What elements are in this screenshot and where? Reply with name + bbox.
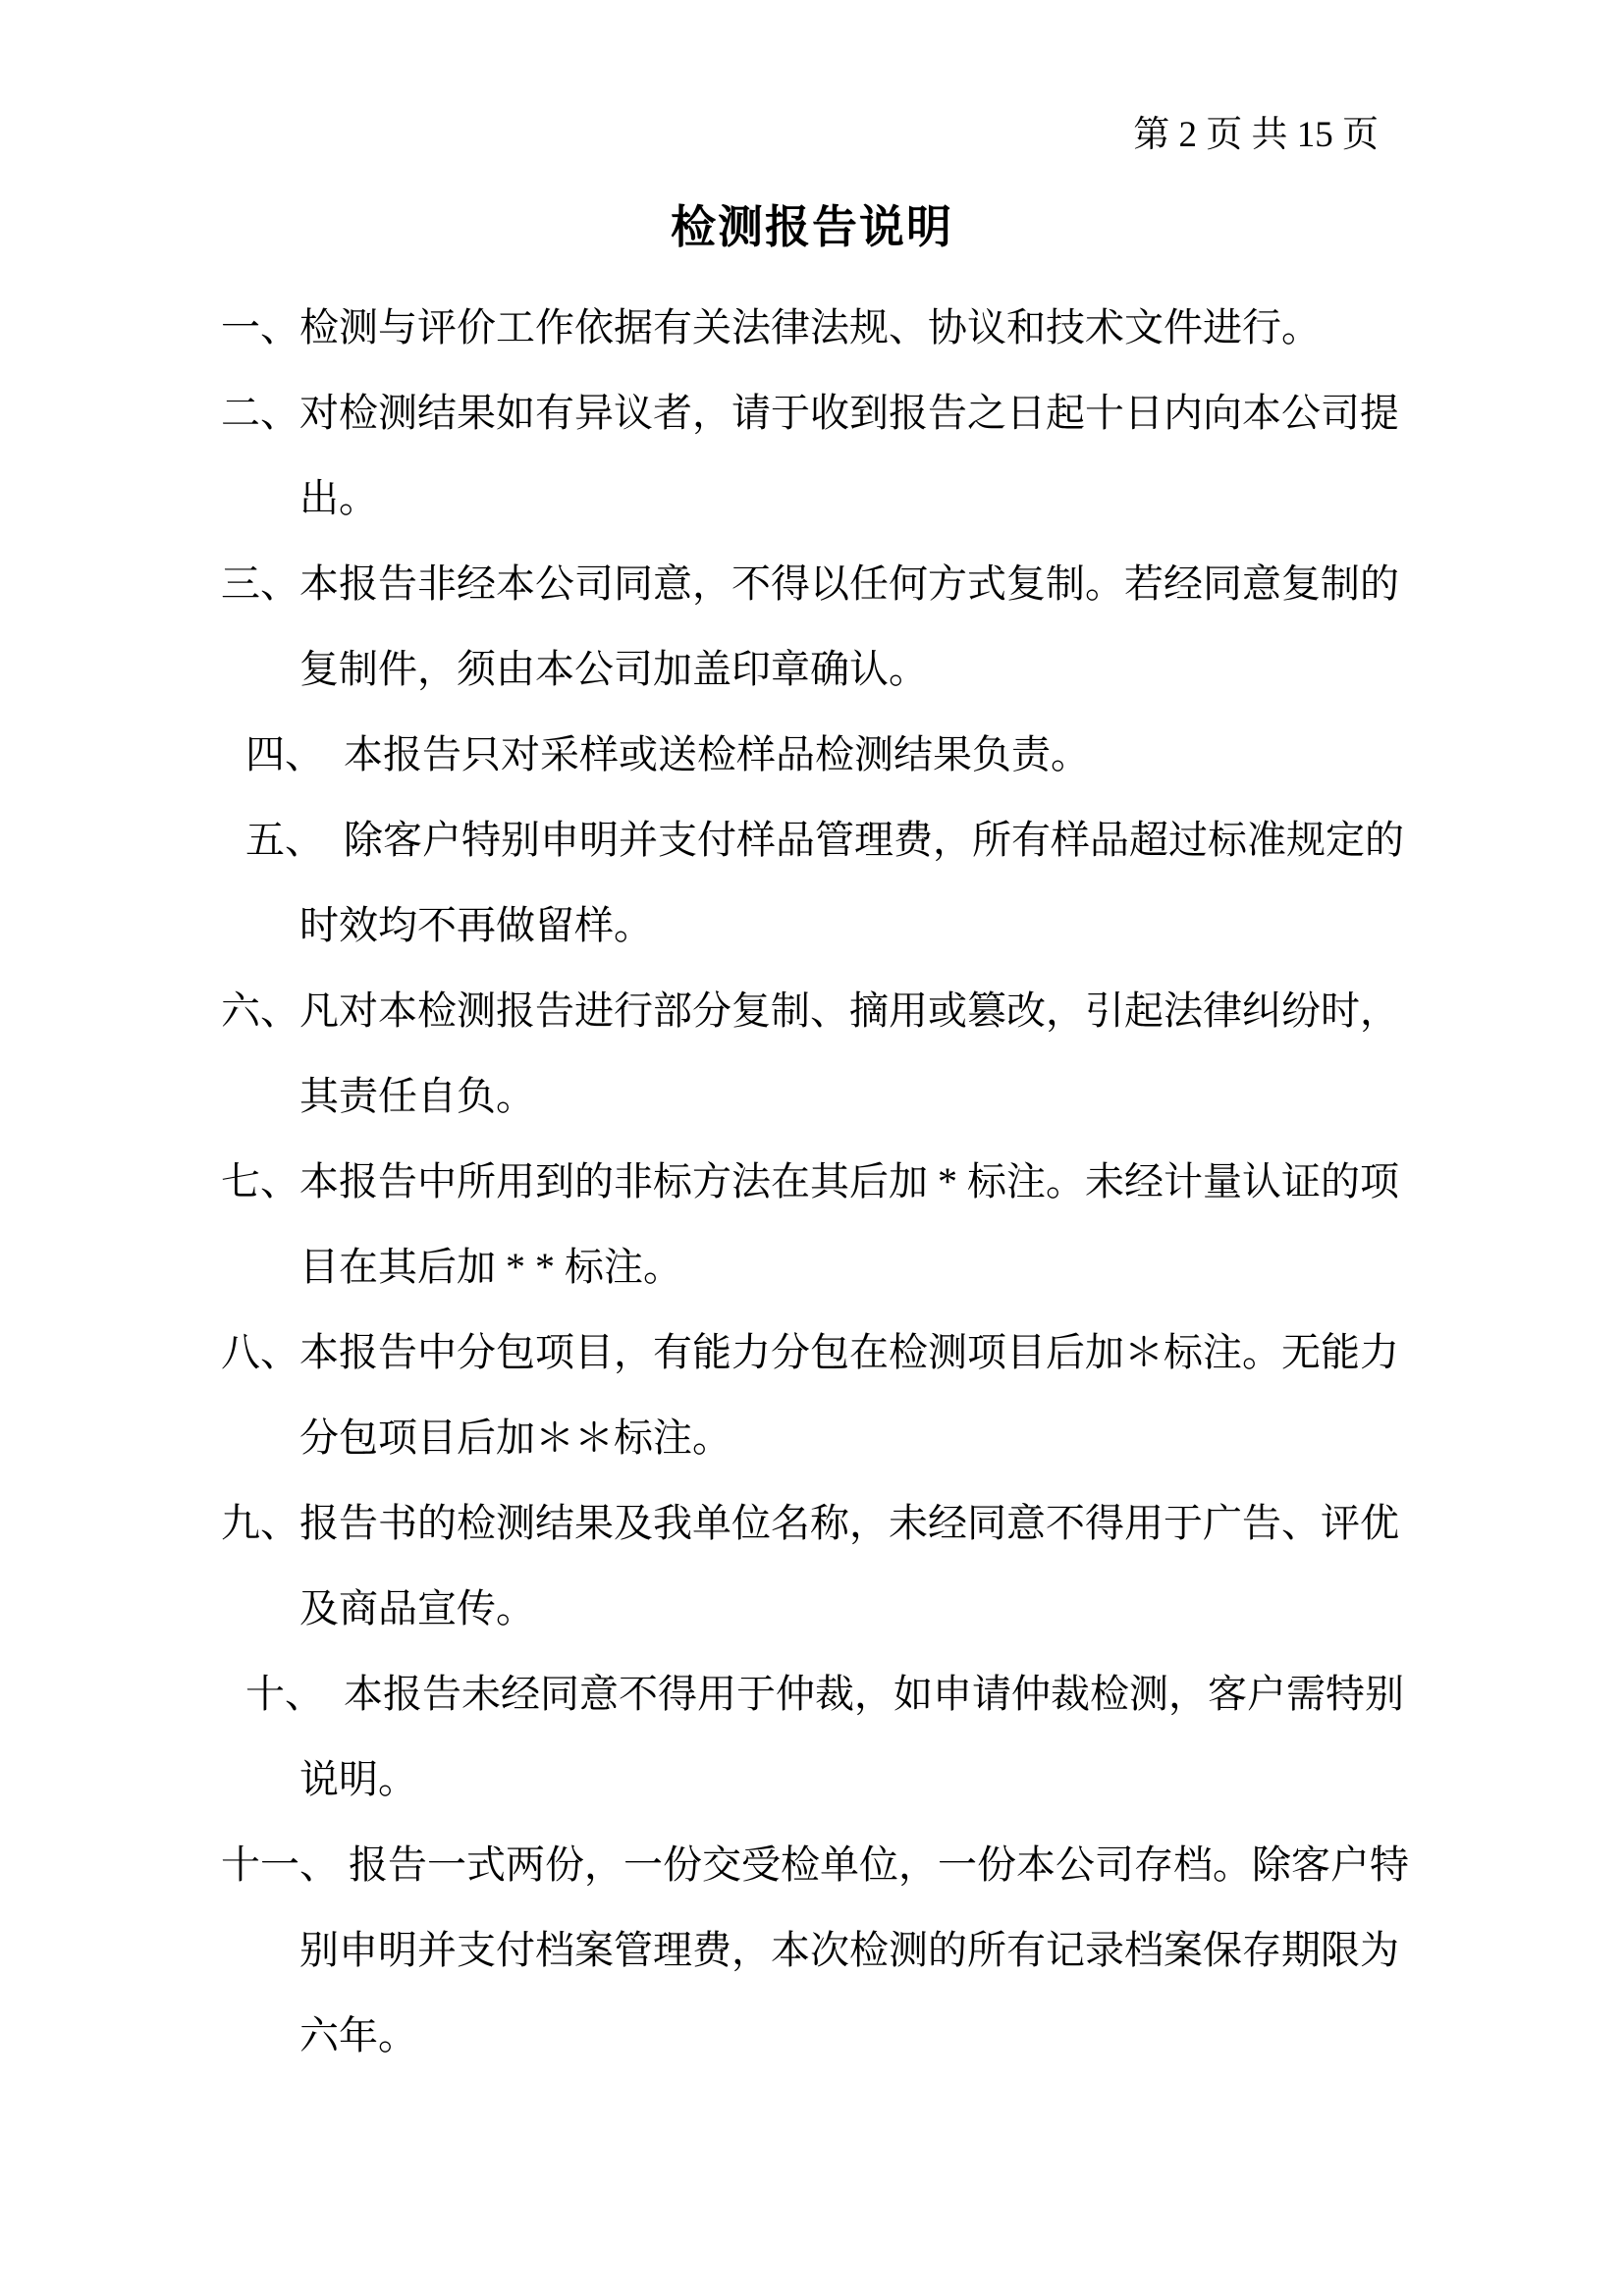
note-line: 三、本报告非经本公司同意，不得以任何方式复制。若经同意复制的	[221, 561, 1399, 606]
note-line: 二、对检测结果如有异议者，请于收到报告之日起十日内向本公司提	[221, 391, 1399, 435]
note-line: 六年。	[299, 2013, 417, 2057]
note-line: 别申明并支付档案管理费，本次检测的所有记录档案保存期限为	[299, 1928, 1399, 1972]
note-line: 十、 本报告未经同意不得用于仲裁，如申请仲裁检测，客户需特别	[245, 1672, 1404, 1716]
note-line: 六、凡对本检测报告进行部分复制、摘用或篡改，引起法律纠纷时，	[221, 988, 1399, 1033]
note-line: 九、报告书的检测结果及我单位名称，未经同意不得用于广告、评优	[221, 1501, 1399, 1545]
note-line: 十一、 报告一式两份，一份交受检单位，一份本公司存档。除客户特	[221, 1842, 1409, 1887]
page-number: 第 2 页 共 15 页	[1133, 115, 1379, 155]
note-line: 一、检测与评价工作依据有关法律法规、协议和技术文件进行。	[221, 305, 1321, 349]
report-notes	[0, 282, 1624, 2075]
note-line: 五、 除客户特别申明并支付样品管理费，所有样品超过标准规定的	[245, 818, 1404, 862]
note-line: 其责任自负。	[299, 1074, 535, 1118]
note-line: 分包项目后加＊＊标注。	[299, 1415, 731, 1460]
note-line: 复制件，须由本公司加盖印章确认。	[299, 647, 928, 691]
note-line: 及商品宣传。	[299, 1586, 535, 1630]
note-line: 说明。	[299, 1757, 417, 1801]
note-line: 七、本报告中所用到的非标方法在其后加 * 标注。未经计量认证的项	[221, 1159, 1399, 1203]
note-line: 四、 本报告只对采样或送检样品检测结果负责。	[245, 732, 1090, 776]
note-line: 时效均不再做留样。	[299, 903, 653, 947]
page-title: 检测报告说明	[671, 202, 953, 252]
note-line: 八、本报告中分包项目，有能力分包在检测项目后加＊标注。无能力	[221, 1330, 1399, 1374]
note-line: 出。	[299, 476, 378, 520]
note-line: 目在其后加 * * 标注。	[299, 1245, 682, 1289]
